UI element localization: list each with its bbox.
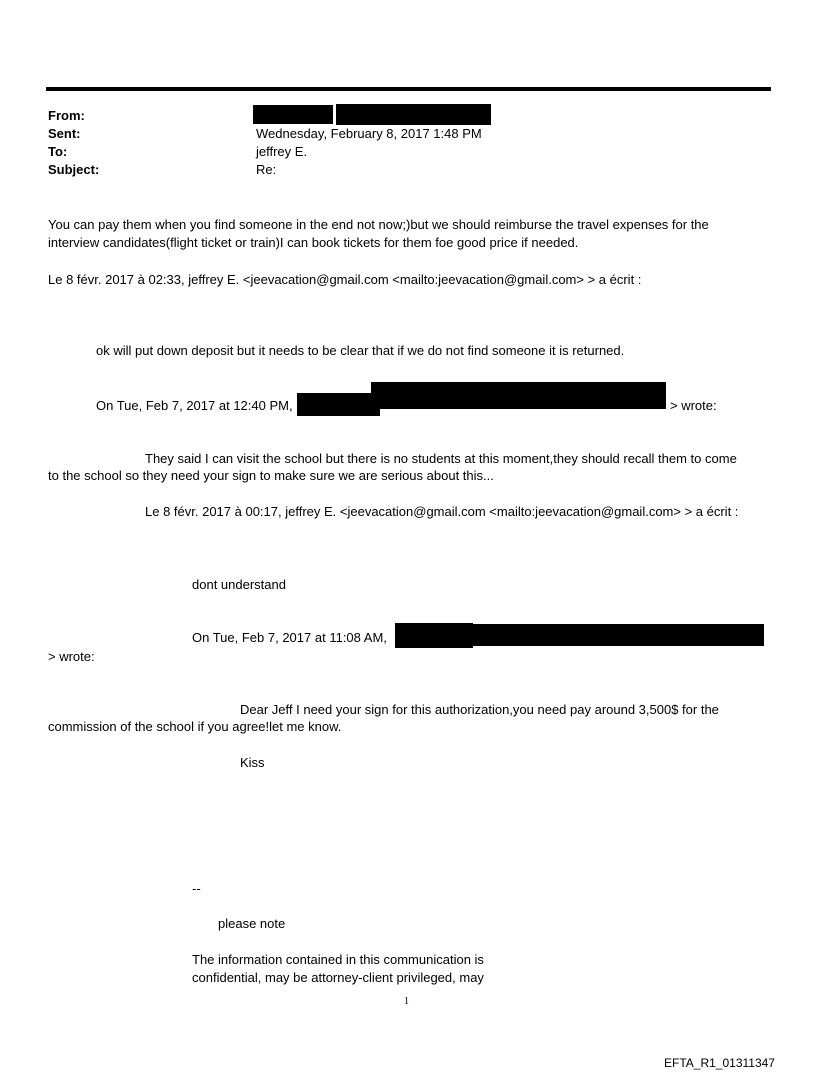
bates-number: EFTA_R1_01311347 [664, 1056, 775, 1070]
confidential-notice-line-1: The information contained in this communication is [192, 952, 484, 967]
kiss-signoff: Kiss [240, 755, 265, 770]
sent-label: Sent: [48, 126, 81, 141]
confidential-notice-line-2: confidential, may be attorney-client privileged, may [192, 970, 484, 985]
redaction-sender-1a [297, 393, 380, 416]
to-label: To: [48, 144, 68, 159]
please-note: please note [218, 916, 286, 931]
reply-paragraph-line-2: interview candidates(flight ticket or train)I can book tickets for them foe good price if needed. [48, 235, 579, 250]
dear-jeff-line-1: Dear Jeff I need your sign for this authorization,you need pay around 3,500$ for the [240, 702, 719, 717]
on-wrote-1-prefix: On Tue, Feb 7, 2017 at 12:40 PM, [96, 398, 293, 413]
header-rule [46, 87, 771, 91]
redaction-from-2 [336, 104, 491, 125]
on-wrote-2-prefix: On Tue, Feb 7, 2017 at 11:08 AM, [192, 630, 387, 645]
to-value: jeffrey E. [256, 144, 308, 159]
signature-separator: -- [192, 881, 201, 896]
sent-value: Wednesday, February 8, 2017 1:48 PM [256, 126, 482, 141]
on-wrote-2-suffix: > wrote: [48, 649, 95, 664]
quote-header-2: Le 8 févr. 2017 à 00:17, jeffrey E. <jeevacation@gmail.com <mailto:jeevacation@gmail.com> > a écrit : [145, 504, 739, 519]
reply-paragraph-line-1: You can pay them when you find someone in the end not now;)but we should reimburse the travel expenses for the [48, 217, 709, 232]
subject-label: Subject: [48, 162, 100, 177]
school-message-line-1: They said I can visit the school but there is no students at this moment,they should recall them to come [145, 451, 737, 466]
from-label: From: [48, 108, 85, 123]
on-wrote-1-suffix: > wrote: [670, 398, 717, 413]
dear-jeff-line-2: commission of the school if you agree!let me know. [48, 719, 342, 734]
deposit-message: ok will put down deposit but it needs to be clear that if we do not find someone it is returned. [96, 343, 625, 358]
redaction-sender-2b [473, 624, 764, 646]
page-number: 1 [404, 996, 409, 1007]
school-message-line-2: to the school so they need your sign to make sure we are serious about this... [48, 468, 494, 483]
redaction-sender-2a [395, 623, 473, 648]
quote-header-1: Le 8 févr. 2017 à 02:33, jeffrey E. <jeevacation@gmail.com <mailto:jeevacation@gmail.com> > a écrit : [48, 272, 642, 287]
subject-value: Re: [256, 162, 277, 177]
redaction-from-1 [253, 105, 333, 124]
dont-understand-message: dont understand [192, 577, 286, 592]
redaction-sender-1b [371, 382, 666, 409]
